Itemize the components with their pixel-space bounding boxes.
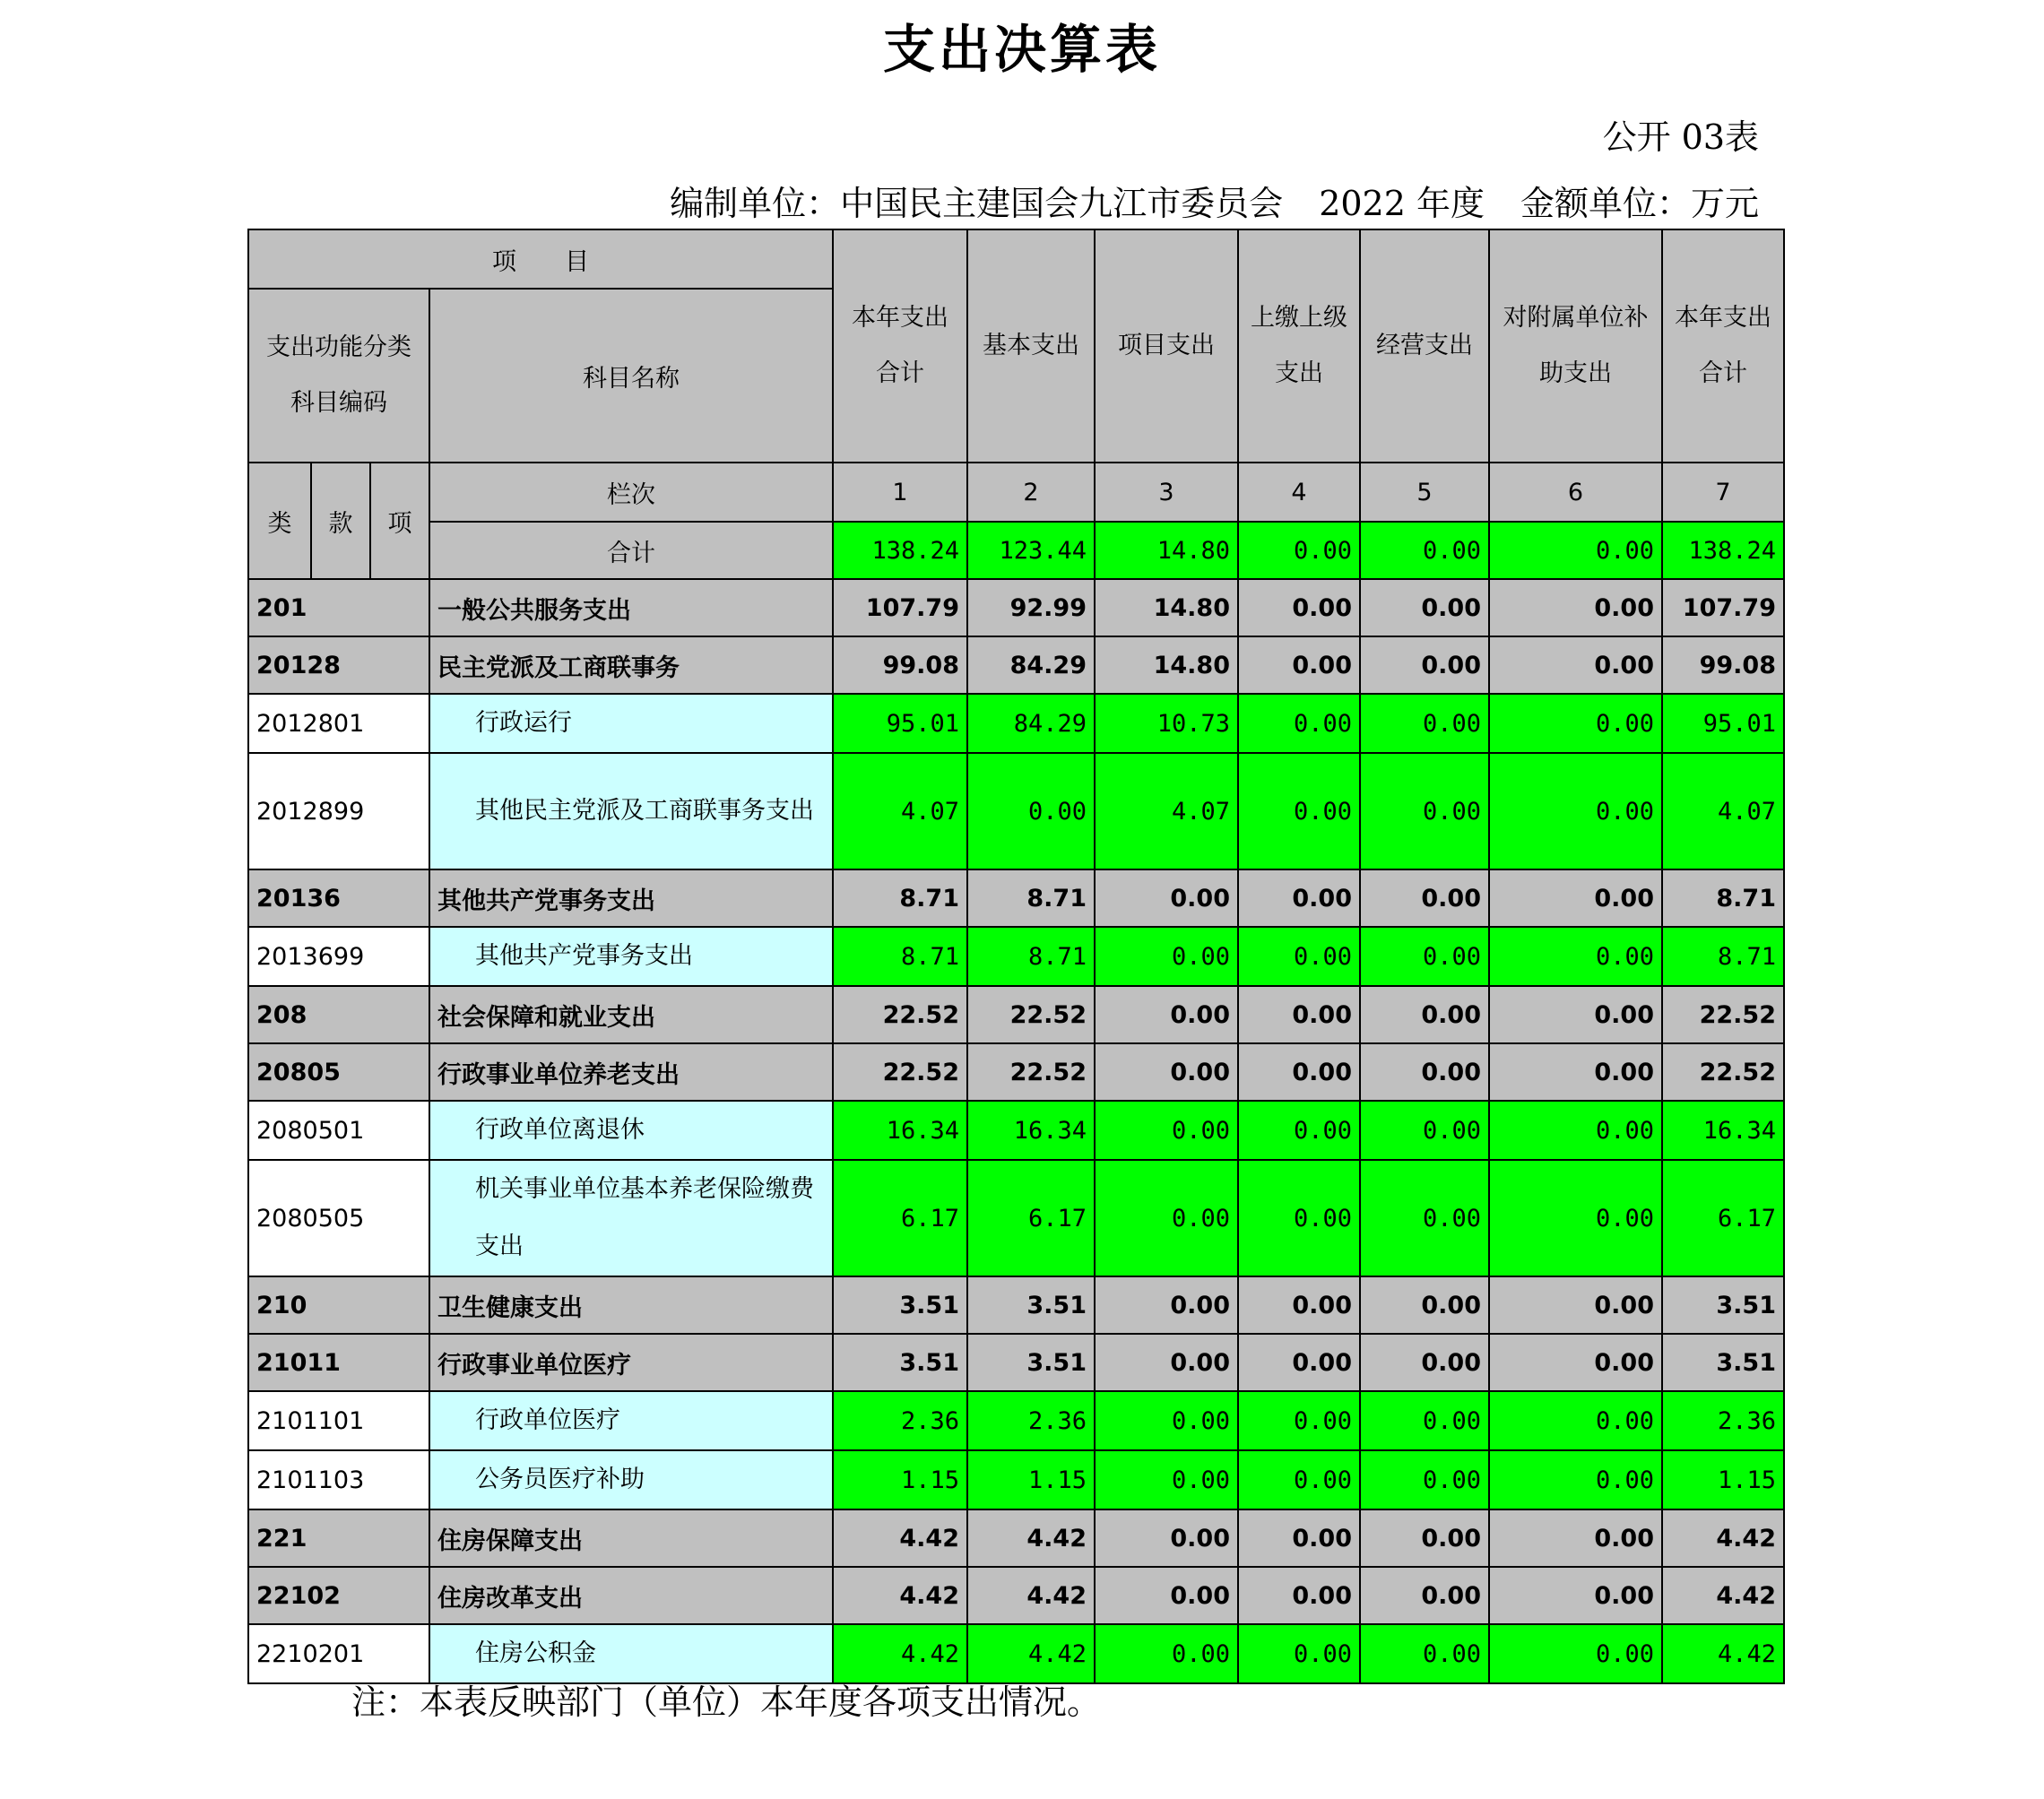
row-value: 8.71 [1662,869,1784,927]
row-value: 4.42 [1662,1624,1784,1683]
row-value: 4.42 [1662,1567,1784,1624]
row-value: 0.00 [1095,1509,1238,1567]
header-col-7: 本年支出合计 [1662,229,1784,463]
row-code: 2012801 [248,694,429,753]
row-value: 4.42 [967,1567,1095,1624]
row-value: 95.01 [1662,694,1784,753]
row-name: 行政运行 [429,694,833,753]
row-value: 8.71 [833,869,967,927]
row-value: 1.15 [1662,1450,1784,1509]
row-value: 0.00 [1238,1391,1360,1450]
row-name: 行政事业单位医疗 [429,1334,833,1391]
row-value: 3.51 [1662,1276,1784,1334]
col-num: 7 [1662,463,1784,522]
row-value: 0.00 [1095,1567,1238,1624]
row-value: 0.00 [1095,1276,1238,1334]
row-value: 22.52 [1662,986,1784,1043]
row-value: 0.00 [1238,986,1360,1043]
row-code: 2210201 [248,1624,429,1683]
row-value: 4.42 [1662,1509,1784,1567]
row-name: 卫生健康支出 [429,1276,833,1334]
row-value: 0.00 [1360,1334,1489,1391]
row-value: 0.00 [1095,1101,1238,1160]
row-value: 0.00 [1489,1101,1662,1160]
header-lei: 类 [248,463,311,579]
col-num: 6 [1489,463,1662,522]
header-col-2: 基本支出 [967,229,1095,463]
table-row [248,986,1784,1043]
row-name: 社会保障和就业支出 [429,986,833,1043]
row-value: 2.36 [1662,1391,1784,1450]
row-value: 0.00 [1095,1334,1238,1391]
row-value: 1.15 [967,1450,1095,1509]
org-label: 编制单位：中国民主建国会九江市委员会 [670,184,1284,223]
col-num: 2 [967,463,1095,522]
row-value: 8.71 [967,927,1095,986]
row-value: 0.00 [1489,1334,1662,1391]
row-value: 84.29 [967,694,1095,753]
table-row [248,636,1784,694]
row-value: 0.00 [1360,986,1489,1043]
col-num: 3 [1095,463,1238,522]
row-value: 0.00 [1360,1043,1489,1101]
row-value: 6.17 [1662,1160,1784,1276]
row-value: 8.71 [1662,927,1784,986]
header-col-4: 上缴上级支出 [1238,229,1360,463]
row-value: 2.36 [967,1391,1095,1450]
row-value: 0.00 [1238,1160,1360,1276]
row-value: 22.52 [967,986,1095,1043]
row-value: 0.00 [1360,579,1489,636]
unit-label: 金额单位：万元 [1520,184,1759,223]
row-value: 0.00 [1489,1567,1662,1624]
row-value: 4.42 [833,1509,967,1567]
row-code: 20805 [248,1043,429,1101]
table-row [248,694,1784,753]
row-name: 住房公积金 [429,1624,833,1683]
row-value: 2.36 [833,1391,967,1450]
row-code: 2101103 [248,1450,429,1509]
row-value: 1.15 [833,1450,967,1509]
row-value: 0.00 [967,753,1095,869]
row-value: 0.00 [1095,927,1238,986]
table-row [248,1043,1784,1101]
row-value: 16.34 [1662,1101,1784,1160]
table-row [248,1160,1784,1276]
table-row [248,1450,1784,1509]
row-value: 22.52 [1662,1043,1784,1101]
row-value: 4.42 [967,1624,1095,1683]
total-label: 合计 [429,522,833,579]
row-value: 0.00 [1360,927,1489,986]
row-value: 92.99 [967,579,1095,636]
table-row [248,1567,1784,1624]
row-value: 0.00 [1238,1334,1360,1391]
row-name: 行政单位医疗 [429,1391,833,1450]
row-value: 0.00 [1489,1624,1662,1683]
row-value: 95.01 [833,694,967,753]
table-row [248,579,1784,636]
row-value: 0.00 [1489,927,1662,986]
col-num: 1 [833,463,967,522]
row-code: 210 [248,1276,429,1334]
row-value: 4.42 [833,1567,967,1624]
row-name: 住房保障支出 [429,1509,833,1567]
row-value: 0.00 [1238,927,1360,986]
row-name: 公务员医疗补助 [429,1450,833,1509]
table-row [248,1101,1784,1160]
row-code: 20128 [248,636,429,694]
row-value: 0.00 [1238,753,1360,869]
row-value: 0.00 [1238,1043,1360,1101]
row-value: 99.08 [833,636,967,694]
row-value: 16.34 [833,1101,967,1160]
row-value: 0.00 [1095,1624,1238,1683]
row-value: 0.00 [1238,1509,1360,1567]
row-value: 0.00 [1238,1624,1360,1683]
row-value: 0.00 [1360,869,1489,927]
header-func-code: 支出功能分类科目编码 [248,289,429,463]
header-project: 项 目 [248,229,833,289]
row-value: 0.00 [1360,753,1489,869]
row-value: 0.00 [1489,1043,1662,1101]
table-row [248,1334,1784,1391]
row-value: 4.42 [967,1509,1095,1567]
row-name: 其他民主党派及工商联事务支出 [429,753,833,869]
row-value: 0.00 [1360,1567,1489,1624]
row-value: 0.00 [1360,1509,1489,1567]
row-value: 16.34 [967,1101,1095,1160]
row-value: 0.00 [1489,869,1662,927]
row-name: 机关事业单位基本养老保险缴费支出 [429,1160,833,1276]
row-value: 0.00 [1095,1391,1238,1450]
table-row [248,869,1784,927]
form-number: 公开 03表 [1602,117,1759,157]
row-value: 4.42 [833,1624,967,1683]
row-value: 3.51 [967,1334,1095,1391]
row-value: 0.00 [1489,694,1662,753]
row-value: 3.51 [967,1276,1095,1334]
row-value: 22.52 [833,1043,967,1101]
row-code: 201 [248,579,429,636]
row-name: 行政事业单位养老支出 [429,1043,833,1101]
row-value: 0.00 [1360,1450,1489,1509]
table-row [248,753,1784,869]
total-value: 14.80 [1095,522,1238,579]
header-lanci: 栏次 [429,463,833,522]
row-value: 0.00 [1360,1160,1489,1276]
total-value: 0.00 [1360,522,1489,579]
row-code: 21011 [248,1334,429,1391]
row-value: 99.08 [1662,636,1784,694]
row-name: 一般公共服务支出 [429,579,833,636]
row-value: 0.00 [1360,1276,1489,1334]
header-col-3: 项目支出 [1095,229,1238,463]
row-value: 0.00 [1360,636,1489,694]
unit-line [0,176,1759,225]
total-value: 0.00 [1238,522,1360,579]
total-value: 123.44 [967,522,1095,579]
row-value: 0.00 [1489,753,1662,869]
table-row [248,1509,1784,1567]
row-value: 84.29 [967,636,1095,694]
row-value: 0.00 [1095,1043,1238,1101]
page-title: 支出决算表 [882,19,1161,80]
row-value: 0.00 [1489,1391,1662,1450]
row-value: 0.00 [1238,1276,1360,1334]
row-value: 0.00 [1489,579,1662,636]
row-name: 民主党派及工商联事务 [429,636,833,694]
row-value: 0.00 [1238,694,1360,753]
row-value: 0.00 [1238,1450,1360,1509]
header-col-1: 本年支出合计 [833,229,967,463]
row-value: 0.00 [1238,1101,1360,1160]
row-code: 221 [248,1509,429,1567]
row-value: 0.00 [1489,1509,1662,1567]
row-name: 住房改革支出 [429,1567,833,1624]
row-value: 14.80 [1095,579,1238,636]
row-value: 0.00 [1489,636,1662,694]
row-value: 0.00 [1360,1624,1489,1683]
row-value: 8.71 [833,927,967,986]
row-name: 行政单位离退休 [429,1101,833,1160]
row-value: 0.00 [1489,1450,1662,1509]
header-xiang: 项 [370,463,429,579]
row-value: 22.52 [833,986,967,1043]
table-row [248,1391,1784,1450]
row-code: 20136 [248,869,429,927]
row-value: 0.00 [1095,869,1238,927]
row-value: 0.00 [1238,1567,1360,1624]
header-col-6: 对附属单位补助支出 [1489,229,1662,463]
row-value: 4.07 [1095,753,1238,869]
header-kuan: 款 [311,463,370,579]
row-code: 2080501 [248,1101,429,1160]
row-value: 4.07 [1662,753,1784,869]
row-value: 0.00 [1238,636,1360,694]
data-rows [248,579,1784,1683]
total-value: 0.00 [1489,522,1662,579]
row-value: 0.00 [1360,694,1489,753]
row-code: 2101101 [248,1391,429,1450]
row-value: 6.17 [833,1160,967,1276]
row-name: 其他共产党事务支出 [429,927,833,986]
table-row [248,927,1784,986]
row-name: 其他共产党事务支出 [429,869,833,927]
row-value: 0.00 [1095,986,1238,1043]
row-value: 0.00 [1238,869,1360,927]
row-value: 22.52 [967,1043,1095,1101]
row-value: 107.79 [833,579,967,636]
row-value: 4.07 [833,753,967,869]
row-value: 14.80 [1095,636,1238,694]
row-value: 0.00 [1489,986,1662,1043]
row-value: 0.00 [1095,1450,1238,1509]
row-value: 6.17 [967,1160,1095,1276]
col-num: 4 [1238,463,1360,522]
row-value: 3.51 [833,1276,967,1334]
footnote: 注：本表反映部门（单位）本年度各项支出情况。 [351,1682,1102,1722]
row-code: 22102 [248,1567,429,1624]
year-label: 2022 年度 [1319,184,1485,223]
row-value: 10.73 [1095,694,1238,753]
row-value: 8.71 [967,869,1095,927]
header-col-5: 经营支出 [1360,229,1489,463]
row-value: 0.00 [1238,579,1360,636]
row-value: 3.51 [833,1334,967,1391]
row-value: 0.00 [1489,1276,1662,1334]
row-code: 2012899 [248,753,429,869]
row-value: 3.51 [1662,1334,1784,1391]
table-row [248,1276,1784,1334]
total-value: 138.24 [1662,522,1784,579]
row-value: 0.00 [1360,1391,1489,1450]
total-value: 138.24 [833,522,967,579]
row-value: 0.00 [1095,1160,1238,1276]
row-value: 107.79 [1662,579,1784,636]
row-value: 0.00 [1360,1101,1489,1160]
col-num: 5 [1360,463,1489,522]
header-subject-name: 科目名称 [429,289,833,463]
row-code: 208 [248,986,429,1043]
row-code: 2080505 [248,1160,429,1276]
row-code: 2013699 [248,927,429,986]
row-value: 0.00 [1489,1160,1662,1276]
expenditure-table [247,229,1785,1684]
